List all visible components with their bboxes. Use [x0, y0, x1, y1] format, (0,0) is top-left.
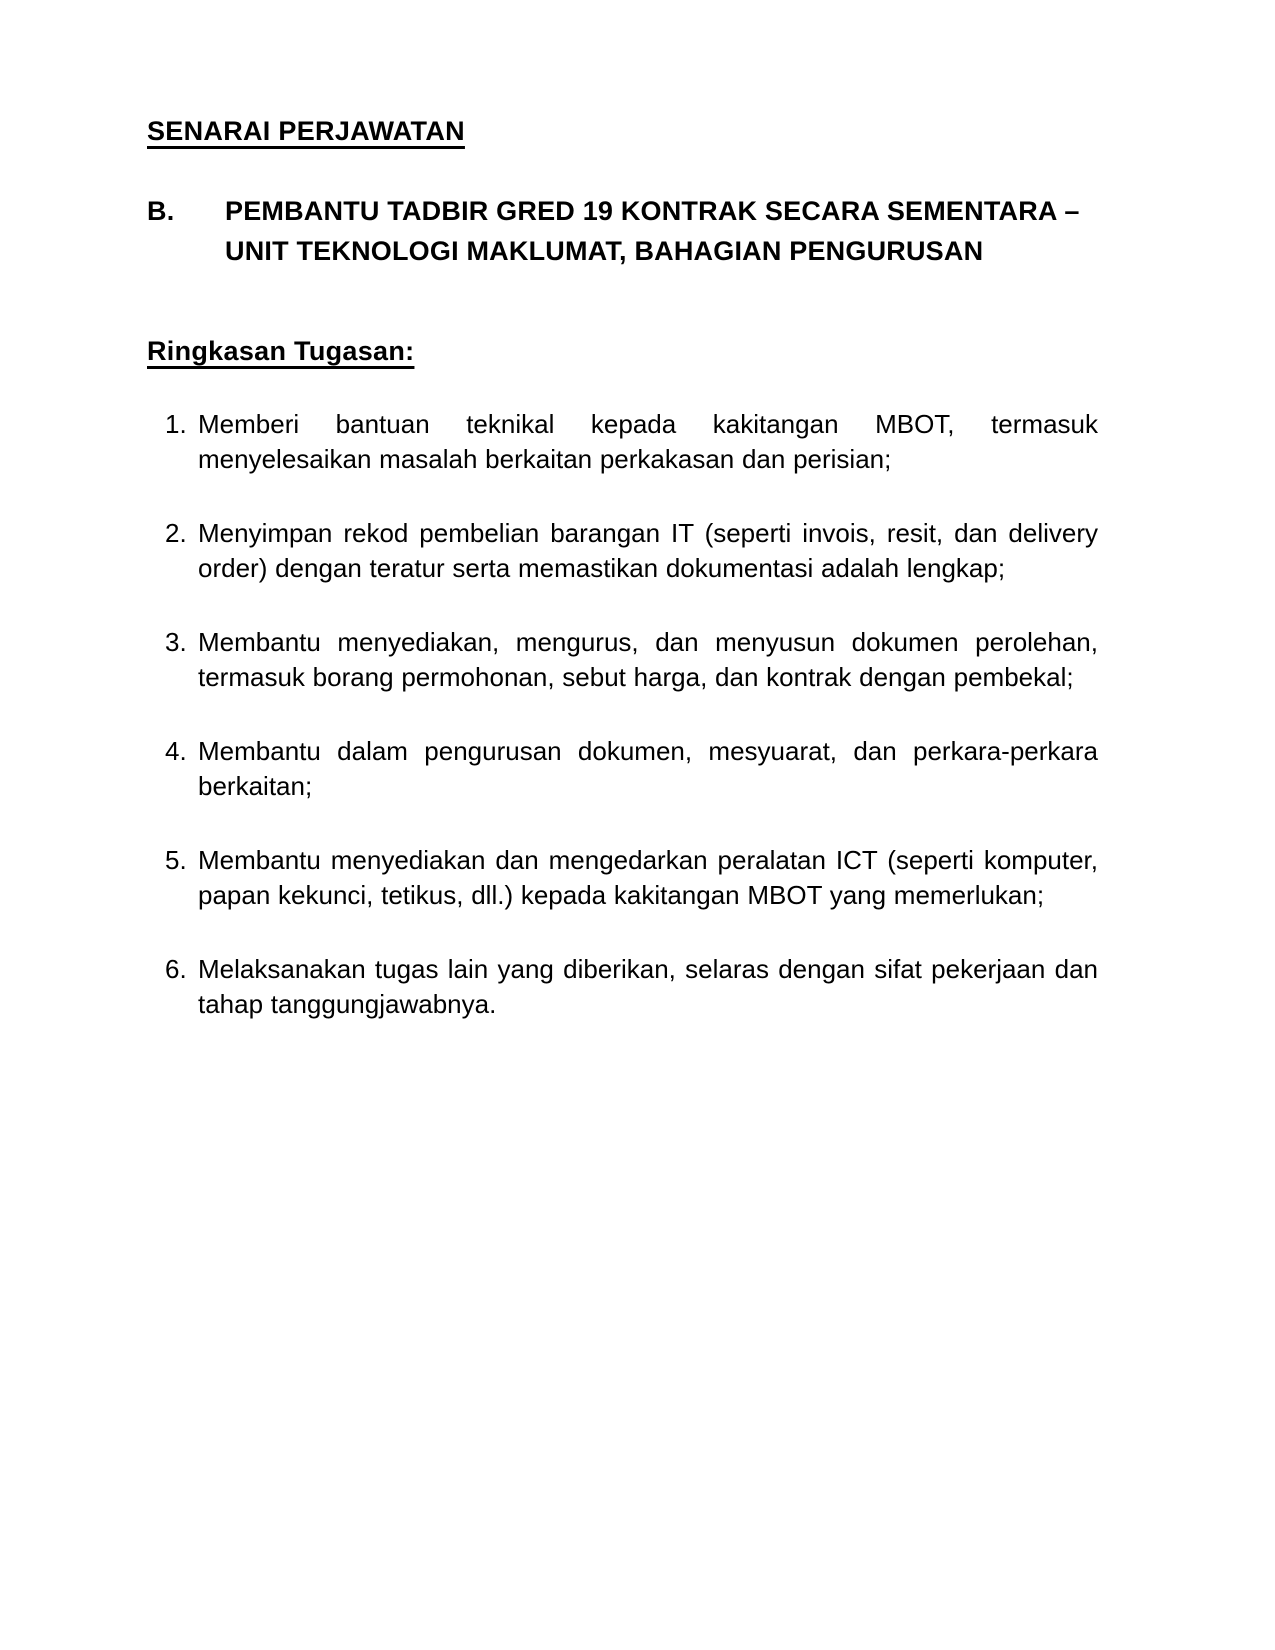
section-heading — [147, 191, 1120, 271]
section-title-line2: UNIT TEKNOLOGI MAKLUMAT, BAHAGIAN PENGURUSAN — [225, 236, 984, 266]
task-list — [165, 407, 1120, 1022]
task-item-1 — [165, 407, 1120, 477]
task-text: Memberi bantuan teknikal kepada kakitangan MBOT, termasuk menyelesaikan masalah berkaitan perkakasan dan perisian; — [198, 409, 1098, 474]
section-label: B. — [147, 196, 175, 226]
tasks-heading: Ringkasan Tugasan: — [147, 336, 415, 366]
task-number: 1. — [165, 409, 187, 439]
task-text: Melaksanakan tugas lain yang diberikan, selaras dengan sifat pekerjaan dan tahap tanggungjawabnya. — [198, 954, 1098, 1019]
task-number: 3. — [165, 627, 187, 657]
task-item-2 — [165, 516, 1120, 586]
task-item-4 — [165, 734, 1120, 804]
task-number: 5. — [165, 845, 187, 875]
task-text: Membantu menyediakan dan mengedarkan peralatan ICT (seperti komputer, papan kekunci, tetikus, dll.) kepada kakitangan MBOT yang memerlukan; — [198, 845, 1098, 910]
task-number: 6. — [165, 954, 187, 984]
task-text: Membantu menyediakan, mengurus, dan menyusun dokumen perolehan, termasuk borang permohonan, sebut harga, dan kontrak dengan pembekal; — [198, 627, 1098, 692]
task-number: 4. — [165, 736, 187, 766]
task-text: Menyimpan rekod pembelian barangan IT (seperti invois, resit, dan delivery order) dengan teratur serta memastikan dokumentasi adalah lengkap; — [198, 518, 1098, 583]
section-title-line1: PEMBANTU TADBIR GRED 19 KONTRAK SECARA SEMENTARA – — [225, 196, 1080, 226]
task-item-5 — [165, 843, 1120, 913]
task-number: 2. — [165, 518, 187, 548]
task-item-6 — [165, 952, 1120, 1022]
page-title: SENARAI PERJAWATAN — [147, 116, 465, 146]
task-text: Membantu dalam pengurusan dokumen, mesyuarat, dan perkara-perkara berkaitan; — [198, 736, 1098, 801]
task-item-3 — [165, 625, 1120, 695]
section-title — [225, 191, 1120, 271]
